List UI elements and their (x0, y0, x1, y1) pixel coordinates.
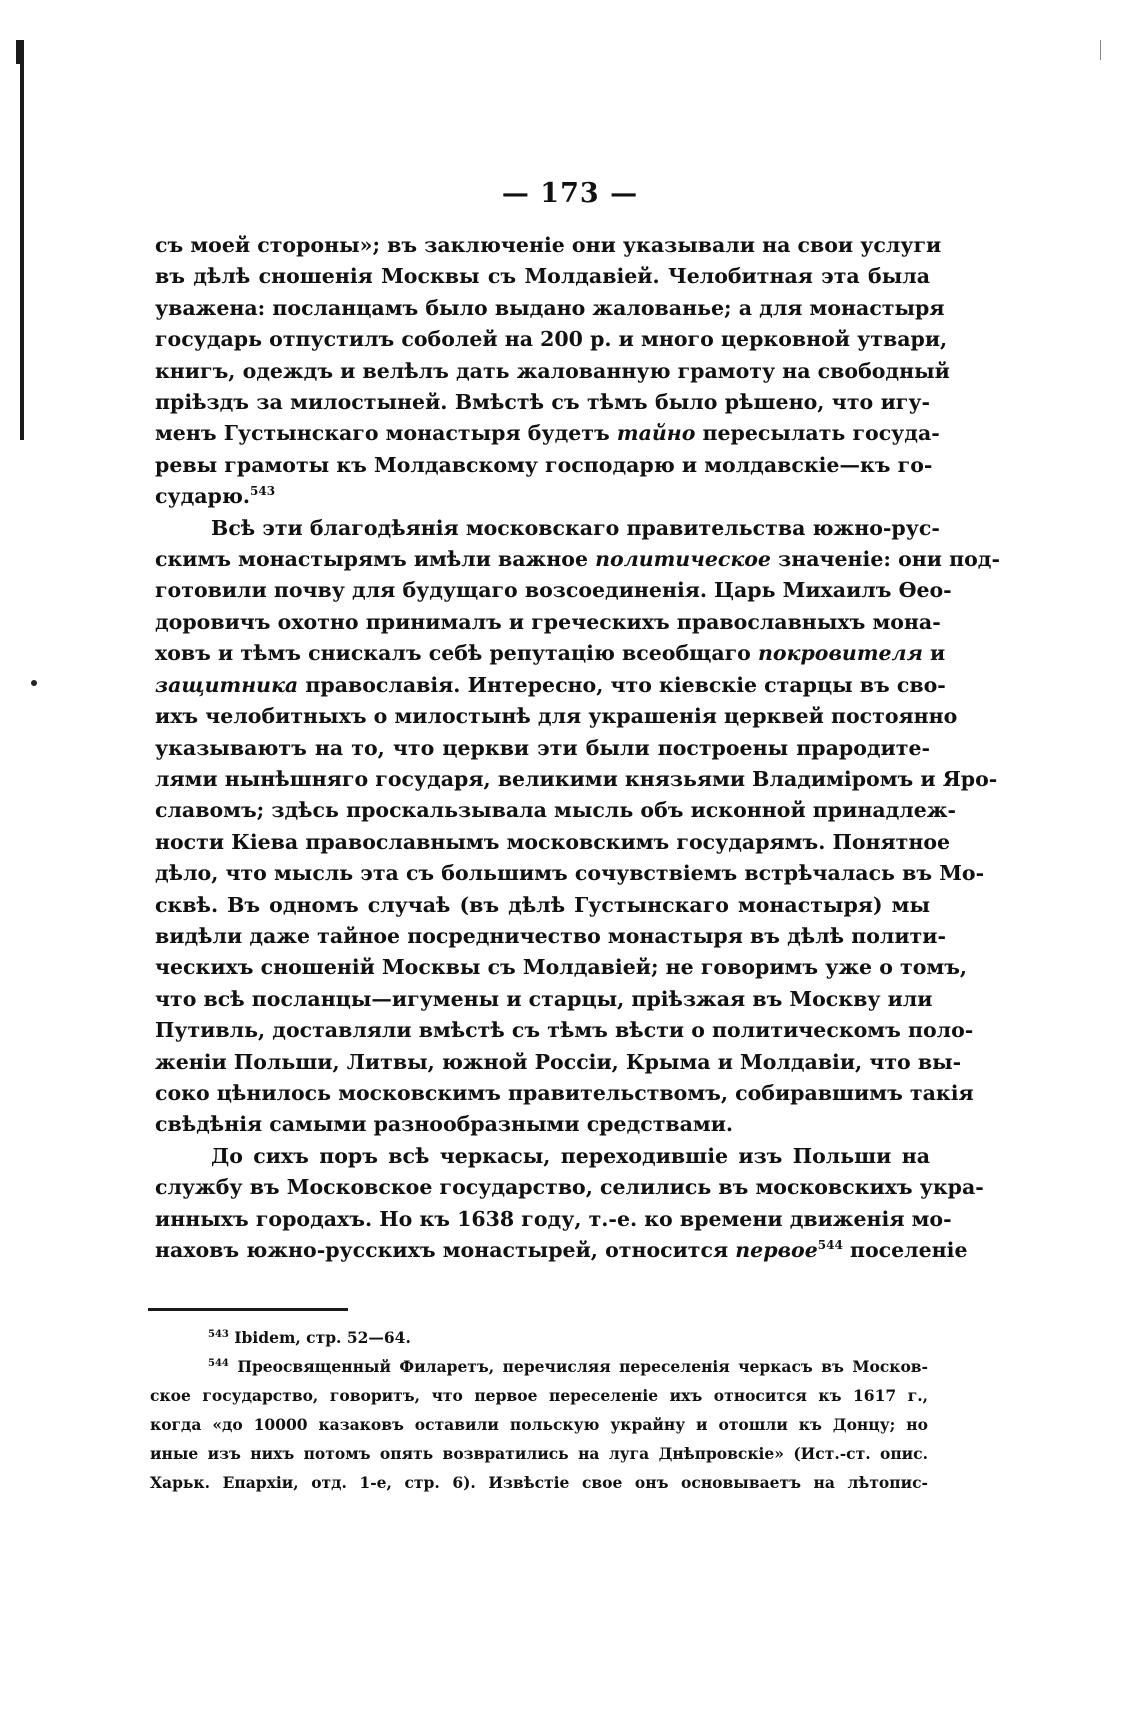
text-line: инныхъ городахъ. Но къ 1638 году, т.-е. ко времени движенія мо- (155, 1206, 952, 1231)
emphasis: тайно (616, 421, 696, 446)
margin-dot (31, 680, 37, 686)
footnote-ref: 544 (817, 1238, 843, 1252)
text-run: ховъ и тѣмъ снискалъ себѣ репутацію всеобщаго (155, 641, 758, 666)
text-line: книгъ, одеждъ и велѣлъ дать жалованную грамоту на свободный (155, 358, 950, 383)
text-line: уважена: посланцамъ было выдано жалованье; а для монастыря (155, 295, 945, 320)
text-run: и (922, 641, 946, 666)
text-line: государь отпустилъ соболей на 200 р. и много церковной утвари, (155, 327, 948, 352)
text-line: соко цѣнилось московскимъ правительствомъ, собиравшимъ такія (155, 1080, 974, 1105)
text-line (155, 638, 946, 669)
text-run: наховъ южно-русскихъ монастырей, относится (155, 1238, 736, 1262)
text-line (155, 418, 940, 449)
text-run: православія. Интересно, что кіевскіе старцы въ сво- (298, 672, 946, 697)
text-line: въ дѣлѣ сношенія Москвы съ Молдавіей. Челобитная эта была (155, 264, 930, 289)
footnote-divider (148, 1308, 348, 1311)
text-run: менъ Густынскаго монастыря будетъ (155, 421, 617, 446)
text-line: женіи Польши, Литвы, южной Россіи, Крыма и Молдавіи, что вы- (155, 1049, 962, 1074)
text-line: До сихъ поръ всѣ черкасы, переходившіе изъ Польши на (211, 1143, 930, 1168)
text-line: славомъ; здѣсь проскальзывала мысль объ исконной принадлеж- (155, 798, 956, 823)
main-text (155, 230, 1000, 1266)
text-line: что всѣ посланцы—игумены и старцы, пріѣзжая въ Москву или (155, 986, 933, 1011)
text-line (155, 1235, 968, 1266)
text-run: поселеніе (842, 1238, 968, 1262)
text-line: пріѣздъ за милостыней. Вмѣстѣ съ тѣмъ было рѣшено, что игу- (155, 390, 930, 415)
text-line: ности Кіева православнымъ московскимъ государямъ. Понятное (155, 829, 951, 854)
text-line (155, 670, 946, 701)
emphasis: первое (735, 1238, 818, 1262)
footnote-line: Харьк. Епархіи, отд. 1-е, стр. 6). Извѣстіе свое онъ основываетъ на лѣтопис- (150, 1473, 928, 1492)
page-number: — 173 — (501, 178, 639, 209)
footnote-text: Ibidem, стр. 52—64. (234, 1328, 411, 1347)
emphasis: политическое (595, 547, 771, 572)
footnote-text: Преосвященный Филаретъ, перечисляя переселенія черкасъ въ Москов- (237, 1357, 928, 1376)
footnote-mark: 543 (208, 1329, 229, 1340)
text-line: Всѣ эти благодѣянія московскаго правительства южно-рус- (211, 515, 940, 540)
text-line (155, 481, 930, 512)
text-line: лями нынѣшняго государя, великими князьями Владиміромъ и Яро- (155, 766, 998, 791)
emphasis: защитника (155, 672, 299, 697)
page-edge-shadow (20, 40, 24, 440)
text-line: ревы грамоты къ Молдавскому господарю и молдавскіе—къ го- (155, 452, 933, 477)
footnote-line: когда «до 10000 казаковъ оставили польскую украйну и отошли къ Донцу; но (150, 1415, 928, 1434)
text-line: сквѣ. Въ одномъ случаѣ (въ дѣлѣ Густынскаго монастыря) мы (155, 892, 930, 917)
text-line (155, 544, 1000, 575)
text-line: видѣли даже тайное посредничество монастыря въ дѣлѣ полити- (155, 923, 946, 948)
footnote-line (150, 1352, 928, 1381)
text-line: ческихъ сношеній Москвы съ Молдавіей; не говоримъ уже о томъ, (155, 955, 968, 980)
footnote-line (150, 1323, 928, 1352)
text-line: ихъ челобитныхъ о милостынѣ для украшенія церквей постоянно (155, 704, 958, 729)
text-run: сударю. (155, 484, 251, 509)
text-line: свѣдѣнія самыми разнообразными средствами. (155, 1112, 734, 1137)
text-run: скимъ монастырямъ имѣли важное (155, 547, 596, 572)
text-line: службу въ Московское государство, селились въ московскихъ укра- (155, 1175, 984, 1200)
text-line: Путивль, доставляли вмѣстѣ съ тѣмъ вѣсти о политическомъ поло- (155, 1018, 974, 1043)
text-line: дѣло, что мысль эта съ большимъ сочувствіемъ встрѣчалась въ Мо- (155, 861, 985, 886)
emphasis: покровителя (758, 641, 923, 666)
text-run: пересылать госуда- (695, 421, 940, 446)
text-line: готовили почву для будущаго возсоединенія. Царь Михаилъ Ѳео- (155, 578, 952, 603)
footnote-line: иные изъ нихъ потомъ опять возвратились на луга Днѣпровскіе» (Ист.-ст. опис. (150, 1444, 928, 1463)
footnote-ref: 543 (250, 484, 276, 499)
footnotes (150, 1323, 928, 1497)
text-line: съ моей стороны»; въ заключеніе они указывали на свои услуги (155, 233, 942, 257)
text-line: доровичъ охотно принималъ и греческихъ православныхъ мона- (155, 609, 941, 634)
scan-mark (1100, 40, 1101, 60)
text-line: указываютъ на то, что церкви эти были построены прародите- (155, 735, 930, 760)
footnote-line: ское государство, говоритъ, что первое переселеніе ихъ относится къ 1617 г., (150, 1386, 928, 1405)
text-run: значеніе: они под- (770, 547, 1000, 572)
footnote-mark: 544 (208, 1358, 229, 1369)
